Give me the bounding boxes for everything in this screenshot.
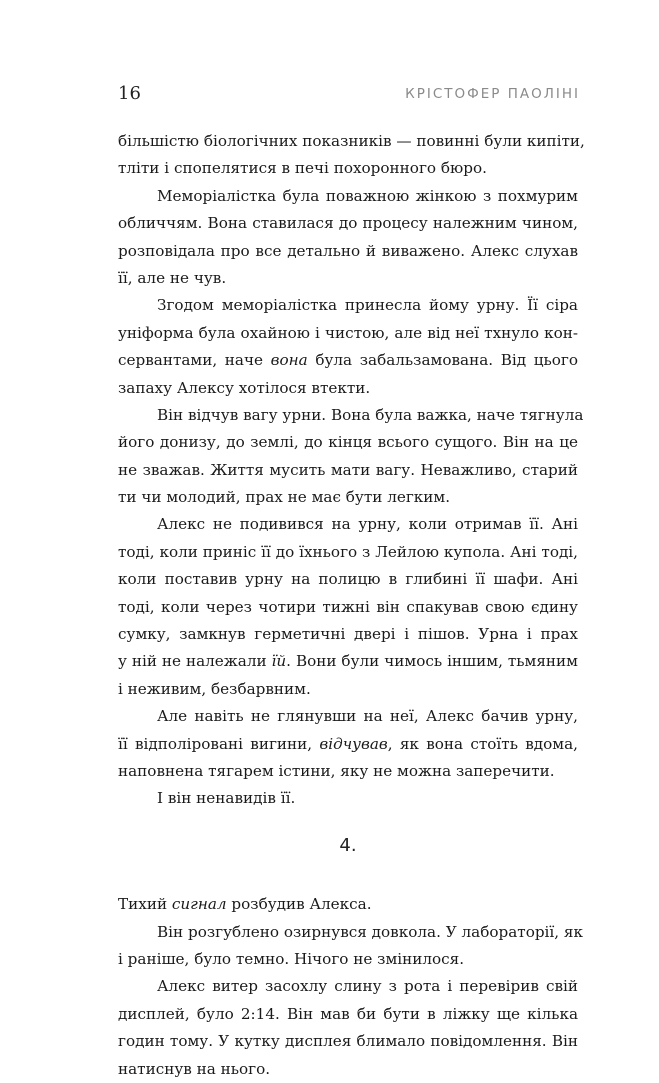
italic-word: сигнал: [171, 895, 227, 914]
text-line: Меморіалістка була поважною жінкою з похмурим: [157, 186, 578, 205]
text-line: її відполіровані вигини, відчував, як вона стоїть вдома,: [118, 734, 578, 753]
text-line: його донизу, до землі, до кінця всього сущого. Він на це: [118, 433, 578, 452]
text-line: Але навіть не глянувши на неї, Алекс бачив урну,: [157, 707, 578, 726]
body-text: [118, 128, 585, 1083]
text-line: тліти і спопелятися в печі похоронного бюро.: [118, 159, 487, 178]
italic-word: вона: [270, 351, 308, 370]
text-after-section: [118, 891, 583, 1083]
text-line: дисплей, було 2:14. Він мав би бути в ліжку ще кілька: [118, 1004, 578, 1023]
text-line: наповнена тягарем істини, яку не можна заперечити.: [118, 761, 555, 780]
text-line: І він ненавидів її.: [157, 789, 296, 808]
text-line: сумку, замкнув герметичні двері і пішов. Урна і прах: [118, 625, 578, 644]
text-before-section: [118, 128, 585, 813]
text-line: і неживим, безбарвним.: [118, 679, 311, 698]
italic-word: відчував: [319, 734, 388, 753]
text-line: обличчям. Вона ставилася до процесу належним чином,: [118, 214, 578, 233]
text-line: ти чи молодий, прах не має бути легким.: [118, 488, 451, 507]
running-head-author: КРІСТОФЕР ПАОЛІНІ: [405, 86, 580, 102]
text-line: коли поставив урну на полицю в глибині її шафи. Ані: [118, 570, 578, 589]
text-line: Алекс витер засохлу слину з рота і перевірив свій: [157, 977, 578, 996]
text-line: запаху Алексу хотілося втекти.: [118, 378, 371, 397]
text-line: її, але не чув.: [118, 268, 227, 287]
text-line: уніформа була охайною і чистою, але від неї тхнуло кон-: [118, 323, 578, 342]
section-number: 4.: [339, 834, 357, 856]
text-line: Згодом меморіалістка принесла йому урну. Її сіра: [157, 296, 578, 315]
italic-word: їй: [271, 652, 287, 671]
text-line: натиснув на нього.: [118, 1059, 271, 1078]
text-line: годин тому. У кутку дисплея блимало повідомлення. Він: [118, 1032, 578, 1051]
text-line: у ній не належали їй. Вони були чимось іншим, тьмяним: [118, 652, 578, 671]
text-line: тоді, коли приніс її до їхнього з Лейлою купола. Ані тоді,: [118, 542, 578, 561]
text-line: Тихий сигнал розбудив Алекса.: [118, 895, 372, 914]
text-line: більшістю біологічних показників — повинні були кипіти,: [118, 132, 585, 150]
text-line: і раніше, було темно. Нічого не змінилося.: [118, 949, 465, 968]
text-line: Він відчув вагу урни. Вона була важка, наче тягнула: [157, 405, 584, 424]
text-line: тоді, коли через чотири тижні він спакував свою єдину: [118, 597, 578, 616]
text-line: не зважав. Життя мусить мати вагу. Неважливо, старий: [118, 460, 578, 479]
text-line: Він розгублено озирнувся довкола. У лабораторії, як: [157, 922, 583, 941]
text-line: розповідала про все детально й виважено. Алекс слухав: [118, 241, 578, 260]
text-line: сервантами, наче вона була забальзамована. Від цього: [118, 351, 578, 370]
text-line: Алекс не подивився на урну, коли отримав її. Ані: [157, 515, 578, 534]
page-number: 16: [118, 83, 141, 104]
